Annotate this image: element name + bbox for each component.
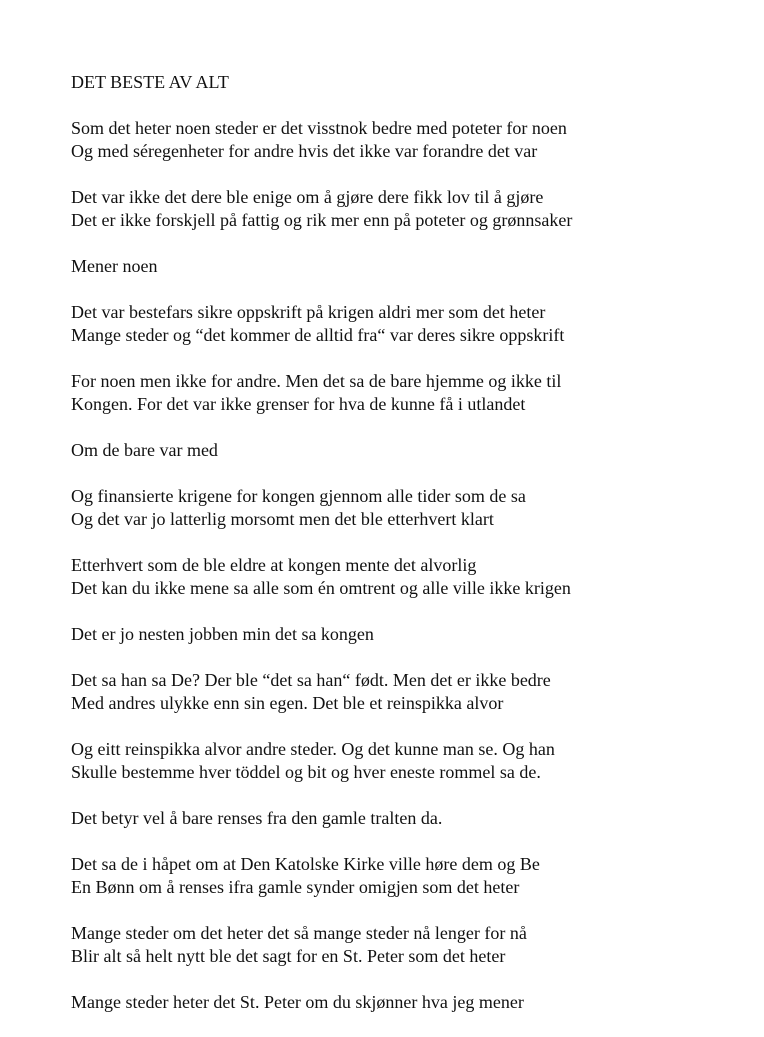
poem-line: Og finansierte krigene for kongen gjennom alle tider som de sa <box>71 486 526 506</box>
stanza <box>71 370 751 416</box>
poem-line: Det var bestefars sikre oppskrift på krigen aldri mer som det heter <box>71 302 546 322</box>
stanza <box>71 991 751 1014</box>
stanza <box>71 623 751 646</box>
poem-line: Det var ikke det dere ble enige om å gjøre dere fikk lov til å gjøre <box>71 187 544 207</box>
poem-line: Om de bare var med <box>71 440 218 460</box>
stanza <box>71 738 751 784</box>
stanza <box>71 807 751 830</box>
stanza <box>71 922 751 968</box>
poem-line: Det er jo nesten jobben min det sa kongen <box>71 624 374 644</box>
stanza <box>71 439 751 462</box>
poem-line: For noen men ikke for andre. Men det sa de bare hjemme og ikke til <box>71 371 562 391</box>
poem-line: Som det heter noen steder er det visstnok bedre med poteter for noen <box>71 118 567 138</box>
stanza <box>71 255 751 278</box>
poem-line: Og det var jo latterlig morsomt men det ble etterhvert klart <box>71 509 494 529</box>
stanza <box>71 853 751 899</box>
poem-line: Mener noen <box>71 256 158 276</box>
poem-line: Kongen. For det var ikke grenser for hva de kunne få i utlandet <box>71 394 526 414</box>
poem-line: Blir alt så helt nytt ble det sagt for en St. Peter som det heter <box>71 946 506 966</box>
poem-line: Det sa han sa De? Der ble “det sa han“ født. Men det er ikke bedre <box>71 670 551 690</box>
stanza <box>71 554 751 600</box>
poem-line: Og eitt reinspikka alvor andre steder. Og det kunne man se. Og han <box>71 739 555 759</box>
poem-line: Skulle bestemme hver töddel og bit og hver eneste rommel sa de. <box>71 762 541 782</box>
poem-line: Det er ikke forskjell på fattig og rik mer enn på poteter og grønnsaker <box>71 210 573 230</box>
poem-line: Etterhvert som de ble eldre at kongen mente det alvorlig <box>71 555 477 575</box>
stanza <box>71 669 751 715</box>
poem-line: Og med séregenheter for andre hvis det ikke var forandre det var <box>71 141 538 161</box>
poem-line: Med andres ulykke enn sin egen. Det ble et reinspikka alvor <box>71 693 504 713</box>
poem-line: Det betyr vel å bare renses fra den gamle tralten da. <box>71 808 443 828</box>
stanza <box>71 301 751 347</box>
stanza <box>71 186 751 232</box>
poem-line: Mange steder og “det kommer de alltid fra“ var deres sikre oppskrift <box>71 325 565 345</box>
document-page <box>71 71 751 1037</box>
poem-line: Mange steder heter det St. Peter om du skjønner hva jeg mener <box>71 992 524 1012</box>
poem-line: En Bønn om å renses ifra gamle synder omigjen som det heter <box>71 877 520 897</box>
poem-line: Det sa de i håpet om at Den Katolske Kirke ville høre dem og Be <box>71 854 540 874</box>
document-title: DET BESTE AV ALT <box>71 72 229 92</box>
poem-line: Det kan du ikke mene sa alle som én omtrent og alle ville ikke krigen <box>71 578 571 598</box>
stanza <box>71 485 751 531</box>
stanza <box>71 117 751 163</box>
poem-line: Mange steder om det heter det så mange steder nå lenger for nå <box>71 923 527 943</box>
